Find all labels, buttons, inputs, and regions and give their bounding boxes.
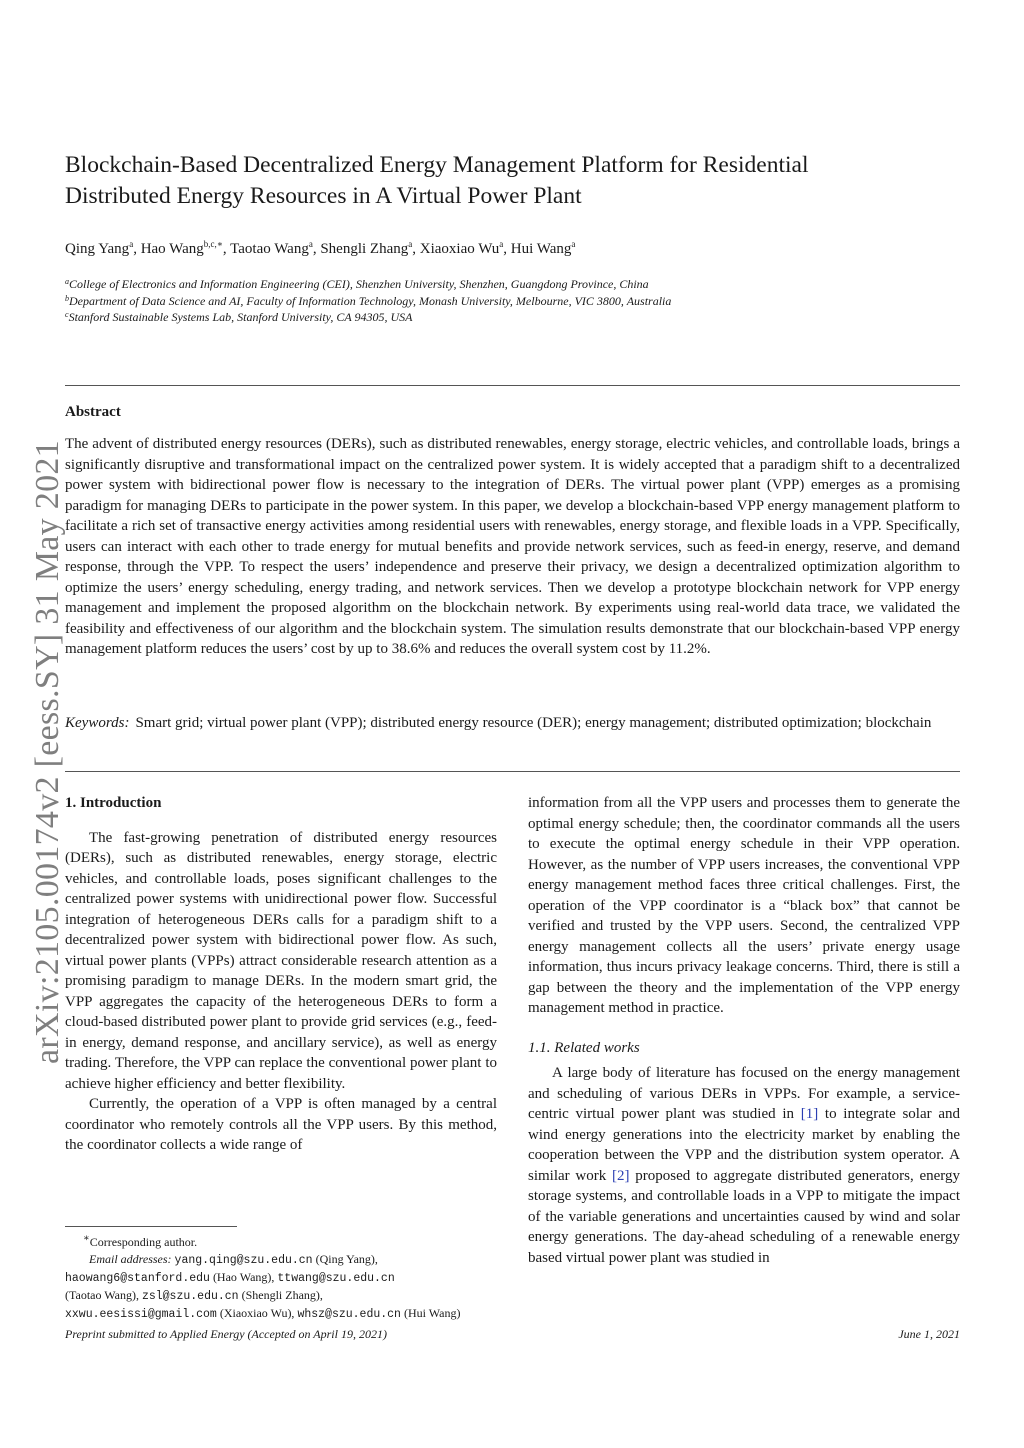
email-line: haowang6@stanford.edu (Hao Wang), ttwang@szu.edu.cn	[65, 1270, 395, 1285]
author-list	[65, 238, 575, 260]
arxiv-identifier: arXiv:2105.00174v2 [eess.SY] 31 May 2021	[29, 440, 66, 1064]
affiliation: $^c$Stanford Sustainable Systems Lab, Stanford University, CA 94305, USA	[65, 310, 413, 324]
keywords	[65, 713, 960, 734]
abstract-heading: Abstract	[65, 404, 121, 420]
intro-paragraph-1: The fast-growing penetration of distributed energy resources (DERs), such as distributed renewables, energy storage, electric vehicles, and controllable loads, poses significant challenges to the centralized power systems with unidirectional power flow. Successful integration of heterogeneous DERs calls for a paradigm shift to a decentralized power system with bidirectional power flow. As such, virtual power plants (VPPs) attract considerable research attention as a promising paradigm to manage DERs. In the modern smart grid, the VPP aggregates the capacity of the heterogeneous DERs to form a cloud-based distributed power plant to provide grid services (e.g., feed-in energy, demand response, and ancillary service), as well as energy trading. Therefore, the VPP can replace the conventional power plant to achieve higher efficiency and better flexibility.	[65, 829, 497, 1092]
keywords-text: Smart grid; virtual power plant (VPP); distributed energy resource (DER); energy management; distributed optimization; blockchain	[135, 715, 932, 731]
left-column	[65, 793, 497, 1156]
affiliations	[65, 276, 671, 326]
keywords-label: Keywords:	[65, 715, 130, 731]
abstract-text: The advent of distributed energy resources (DERs), such as distributed renewables, energy storage, electric vehicles, and controllable loads, brings a significantly disruptive and transformational impact on the centralized power system. It is widely accepted that a paradigm shift to a decentralized power system with bidirectional power flow is necessary to the integration of DERs. The virtual power plant (VPP) emerges as a promising paradigm for managing DERs to participate in the power system. In this paper, we develop a blockchain-based VPP energy management platform to facilitate a rich set of transactive energy activities among residential users with renewables, energy storage, and flexible loads in a VPP. Specifically, users can interact with each other to trade energy for mutual benefits and provide network services, such as feed-in energy, reserve, and demand response, through the VPP. To respect the users’ independence and preserve their privacy, we design a decentralized optimization algorithm to optimize the users’ energy scheduling, energy trading, and network services. Then we develop a prototype blockchain network for VPP energy management and implement the proposed algorithm on the blockchain network. By experiments using real-world data trace, we validated the feasibility and effectiveness of our algorithm and the blockchain system. The simulation results demonstrate that our blockchain-based VPP energy management platform reduces the users’ cost by up to 38.6% and reduces the overall system cost by 11.2%.	[65, 436, 960, 657]
email-line: (Taotao Wang), zsl@szu.edu.cn (Shengli Zhang),	[65, 1288, 323, 1303]
top-divider	[65, 385, 960, 386]
section-heading-introduction: 1. Introduction	[65, 795, 162, 811]
author: Taotao Wang$^a$,	[230, 239, 321, 257]
title-line-2: Distributed Energy Resources in A Virtual Power Plant	[65, 183, 582, 209]
affiliation: $^a$College of Electronics and Information Engineering (CEI), Shenzhen University, Shenzhen, Guangdong Province, China	[65, 277, 649, 291]
right-column	[528, 793, 960, 1268]
footnote-divider	[65, 1226, 237, 1227]
email-link[interactable]: yang.qing@szu.edu.cn	[174, 1254, 313, 1267]
email-line: Email addresses: yang.qing@szu.edu.cn (Qing Yang),	[89, 1252, 378, 1267]
intro-paragraph-3: information from all the VPP users and processes them to generate the optimal energy schedule; then, the coordinator commands all the users to execute the optimal energy schedule in their VPP operation. However, as the number of VPP users increases, the conventional VPP energy management method faces three critical challenges. First, the operation of the VPP coordinator is a “black box” that cannot be verified and trusted by the VPP users. Second, the centralized VPP energy management collects all the users’ private energy usage information, thus incurs privacy leakage concerns. Third, there is still a gap between the theory and the implementation of the VPP energy management method in practice.	[528, 795, 960, 1016]
citation-link[interactable]: [1]	[800, 1106, 819, 1122]
citation-link[interactable]: [2]	[612, 1167, 630, 1184]
email-link[interactable]: haowang6@stanford.edu	[65, 1272, 210, 1285]
author: Xiaoxiao Wu$^a$,	[419, 239, 511, 257]
corresponding-author-note: ∗Corresponding author.	[83, 1233, 198, 1249]
email-link[interactable]: whsz@szu.edu.cn	[297, 1308, 401, 1321]
author: Shengli Zhang$^a$,	[320, 239, 420, 257]
subsection-heading-related-works: 1.1. Related works	[528, 1039, 640, 1056]
preprint-note: Preprint submitted to Applied Energy (Accepted on April 19, 2021)	[65, 1327, 387, 1341]
affiliation: $^b$Department of Data Science and AI, Faculty of Information Technology, Monash University, Melbourne, VIC 3800, Australia	[65, 293, 672, 308]
author: Hui Wang$^a$	[510, 239, 576, 257]
author: Hao Wang$^{b,c,∗}$,	[140, 239, 231, 257]
related-works-paragraph: A large body of literature has focused on the energy management and scheduling of various DERs in VPPs. For example, a service-centric virtual power plant was studied in [1] to integrate solar and wind energy generations into the electricity market by enabling the cooperation between the VPP and the distribution system operator. A similar work [2] proposed to aggregate distributed generators, energy storage systems, and controllable loads in a VPP to mitigate the impact of the variable generations and uncertainties caused by wind and solar energy generations. The day-ahead scheduling of a renewable energy based virtual power plant was studied in	[528, 1065, 960, 1266]
title-line-1: Blockchain-Based Decentralized Energy Management Platform for Residential	[65, 152, 809, 178]
abstract-divider	[65, 771, 960, 772]
paper-title	[65, 150, 965, 212]
author: Qing Yang$^a$,	[65, 239, 141, 257]
email-link[interactable]: ttwang@szu.edu.cn	[277, 1272, 395, 1285]
intro-paragraph-2: Currently, the operation of a VPP is often managed by a central coordinator who remotely controls all the VPP users. By this method, the coordinator collects a wide range of	[65, 1096, 497, 1153]
email-line: xxwu.eesissi@gmail.com (Xiaoxiao Wu), whsz@szu.edu.cn (Hui Wang)	[65, 1306, 461, 1321]
page-date: June 1, 2021	[898, 1327, 960, 1341]
email-link[interactable]: zsl@szu.edu.cn	[141, 1290, 239, 1303]
email-link[interactable]: xxwu.eesissi@gmail.com	[65, 1308, 217, 1321]
footnote	[65, 1230, 505, 1323]
